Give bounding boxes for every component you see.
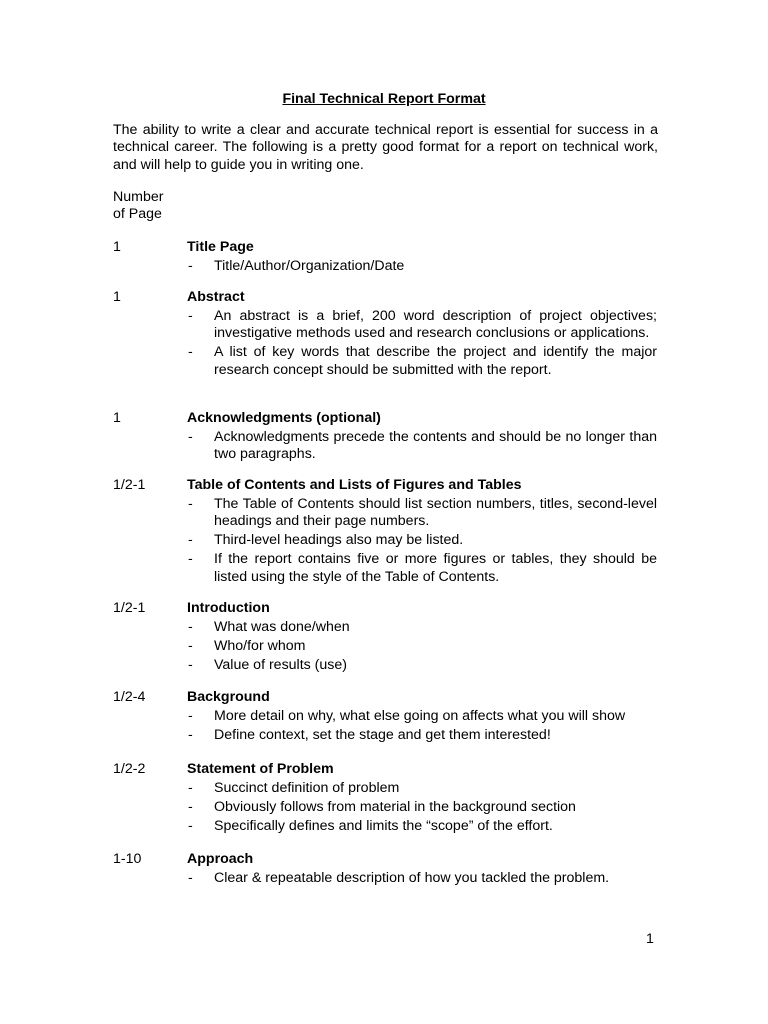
section-title: Abstract	[187, 289, 245, 305]
section-item: - Title/Author/Organization/Date	[187, 258, 657, 275]
section-body	[187, 689, 657, 744]
section-item: - More detail on why, what else going on affects what you will show	[187, 708, 657, 725]
section-items	[187, 619, 657, 674]
section-item: - Obviously follows from material in the background section	[187, 799, 657, 816]
section-item: - Define context, set the stage and get them interested!	[187, 727, 657, 744]
number-of-page-header	[113, 189, 163, 224]
section-title: Statement of Problem	[187, 761, 334, 777]
section-items	[187, 258, 657, 275]
section-items	[187, 870, 657, 887]
section-title: Approach	[187, 851, 254, 867]
section-body	[187, 851, 657, 887]
section-items	[187, 308, 657, 379]
section-item: - Specifically defines and limits the “scope” of the effort.	[187, 818, 657, 835]
number-header-line-1: Number	[113, 189, 164, 205]
section-item: - Value of results (use)	[187, 657, 657, 674]
section-item: - Clear & repeatable description of how you tackled the problem.	[187, 870, 657, 887]
section-page-count: 1/2-4	[113, 689, 146, 705]
section-page-count: 1/2-1	[113, 600, 146, 616]
section-item: - A list of key words that describe the project and identify the major research concept should be submitted with the report.	[187, 344, 657, 379]
section-items	[187, 496, 657, 586]
section-item: - If the report contains five or more figures or tables, they should be listed using the style of the Table of Contents.	[187, 551, 657, 586]
number-header-line-2: of Page	[113, 206, 162, 223]
section-page-count: 1-10	[113, 851, 142, 867]
section-title: Table of Contents and Lists of Figures and Tables	[187, 477, 522, 493]
section-body	[187, 477, 657, 586]
section-items	[187, 429, 657, 464]
section-item: - Acknowledgments precede the contents and should be no longer than two paragraphs.	[187, 429, 657, 464]
document-title: Final Technical Report Format	[282, 91, 486, 107]
section-page-count: 1/2-2	[113, 761, 146, 777]
section-page-count: 1	[113, 289, 121, 305]
section-body	[187, 761, 657, 835]
section-items	[187, 780, 657, 835]
section-title: Background	[187, 689, 270, 705]
section-items	[187, 708, 657, 744]
section-title: Acknowledgments (optional)	[187, 410, 381, 426]
section-item: - What was done/when	[187, 619, 657, 636]
section-title: Introduction	[187, 600, 270, 616]
section-page-count: 1	[113, 239, 121, 255]
intro-paragraph: The ability to write a clear and accurate technical report is essential for success in a technical career. The following is a pretty good format for a report on technical work, and will help to guide you in writing one.	[113, 122, 658, 173]
section-body	[187, 410, 657, 464]
section-body	[187, 289, 657, 379]
section-body	[187, 600, 657, 674]
section-item: - Succinct definition of problem	[187, 780, 657, 797]
section-page-count: 1/2-1	[113, 477, 146, 493]
section-item: - Who/for whom	[187, 638, 657, 655]
section-page-count: 1	[113, 410, 121, 426]
section-item: - Third-level headings also may be listed.	[187, 532, 657, 549]
section-body	[187, 239, 657, 275]
section-item: - An abstract is a brief, 200 word description of project objectives; investigative methods used and research conclusions or applications.	[187, 308, 657, 343]
section-item: - The Table of Contents should list section numbers, titles, second-level headings and their page numbers.	[187, 496, 657, 531]
section-title: Title Page	[187, 239, 254, 255]
page-number: 1	[646, 931, 654, 947]
